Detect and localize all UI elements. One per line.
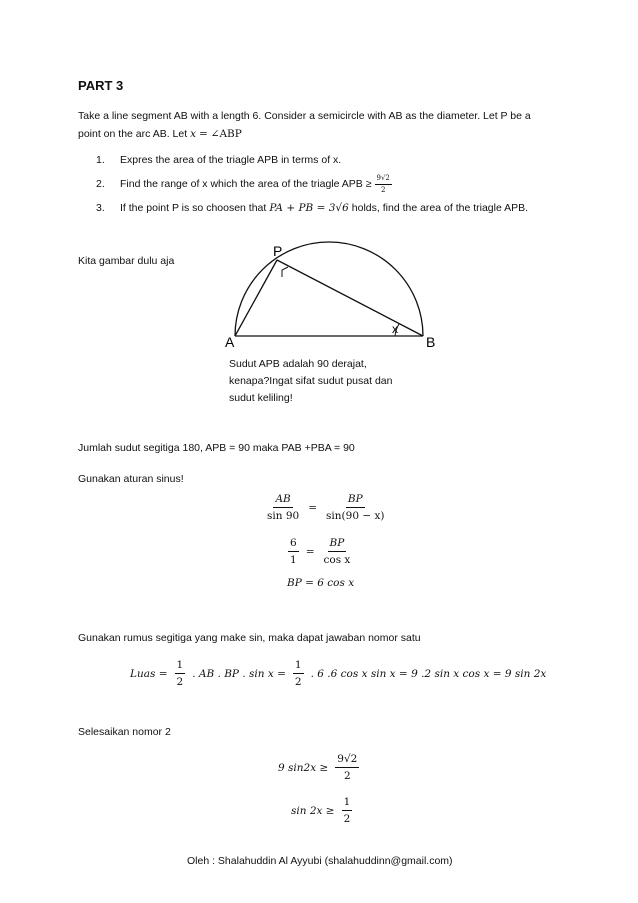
task-item <box>96 196 528 220</box>
fraction-numerator: 9√2 <box>335 752 359 768</box>
note-line: Sudut APB adalah 90 derajat, <box>229 358 367 370</box>
fraction-denominator: 2 <box>380 185 386 194</box>
footer-credit: Oleh : Shalahuddin Al Ayyubi (shalahuddinn@gmail.com) <box>187 855 453 867</box>
task-list <box>96 148 528 220</box>
fraction-numerator: 1 <box>342 795 353 811</box>
task-item <box>96 148 528 172</box>
right-angle-mark <box>282 267 288 277</box>
inequality-1 <box>278 752 362 783</box>
task-text: holds, find the area of the triagle APB. <box>351 202 529 214</box>
intro-text: point on the arc AB. Let <box>78 128 188 140</box>
area-formula-part: . 6 .6 cos x sin x = 9 .2 sin x cos x = 9 sin 2x <box>310 667 547 680</box>
fraction-denominator: 2 <box>343 770 351 782</box>
fraction-denominator: cos x <box>323 554 351 566</box>
intro-var-x: x <box>190 128 197 140</box>
area-formula <box>130 658 546 689</box>
half-fraction <box>175 658 186 689</box>
semicircle-diagram <box>225 240 445 350</box>
inequality-lhs: 9 sin2x ≥ <box>278 761 329 774</box>
fraction-numerator: BP <box>346 492 365 508</box>
eq1-right-fraction <box>324 492 386 523</box>
label-p: P <box>273 243 283 259</box>
intro-line-1: Take a line segment AB with a length 6. Consider a semicircle with AB as the diameter. Let P be a <box>78 110 531 122</box>
sum-angles-text: Jumlah sudut segitiga 180, APB = 90 maka PAB +PBA = 90 <box>78 442 355 454</box>
fraction-numerator: 6 <box>288 536 299 552</box>
eq2-right-fraction <box>322 536 353 567</box>
note-line: sudut keliling! <box>229 392 293 404</box>
fraction-numerator: 1 <box>175 658 186 674</box>
eq2-left-fraction <box>288 536 299 567</box>
label-x: x <box>392 322 398 336</box>
fraction-denominator: sin 90 <box>267 510 300 522</box>
task-number: 1. <box>96 154 105 166</box>
label-a: A <box>225 334 235 350</box>
intro-line-2 <box>78 127 242 141</box>
task-fraction <box>375 174 392 195</box>
fraction-denominator: sin(90 − x) <box>326 510 385 522</box>
fraction-numerator: BP <box>328 536 347 552</box>
sine-rule-text: Gunakan aturan sinus! <box>78 473 184 485</box>
segment-pb <box>277 260 423 336</box>
note-line: kenapa?Ingat sifat sudut pusat dan <box>229 375 393 387</box>
task-number: 2. <box>96 178 105 190</box>
fraction-denominator: 1 <box>290 554 297 566</box>
inequality-2 <box>291 795 355 826</box>
fraction-numerator: 9√2 <box>375 174 392 185</box>
area-rule-text: Gunakan rumus segitiga yang make sin, maka dapat jawaban nomor satu <box>78 632 421 644</box>
fraction-denominator: 2 <box>343 813 351 825</box>
task-item <box>96 172 528 196</box>
label-b: B <box>426 334 436 350</box>
diagram-intro: Kita gambar dulu aja <box>78 255 175 267</box>
eq1-left-fraction <box>265 492 301 523</box>
task-number: 3. <box>96 202 105 214</box>
segment-ap <box>235 260 277 336</box>
half-fraction <box>293 658 304 689</box>
inequality-fraction <box>342 795 353 826</box>
part-title: PART 3 <box>78 78 124 93</box>
area-label: Luas = <box>130 667 168 680</box>
intro-angle: ∠ABP <box>210 128 242 140</box>
fraction-numerator: AB <box>273 492 292 508</box>
fraction-denominator: 2 <box>176 676 184 688</box>
equation-2: $\frac{6}{1}$ = $\frac{BP}{\text{cos x}}$ <box>290 537 351 566</box>
area-formula-part: . AB . BP . sin x = <box>192 667 286 680</box>
equation-1: $\frac{AB}{\sin 90}$ = $\frac{BP}{\sin(90 - x)}$ <box>267 493 385 522</box>
task-math: PA + PB = 3√6 <box>269 202 349 214</box>
task-text: Expres the area of the triagle APB in terms of x. <box>120 154 342 166</box>
equation-3: BP = 6 cos x <box>287 577 355 589</box>
task-text: Find the range of x which the area of the triagle APB ≥ <box>120 178 372 190</box>
intro-eq: = <box>198 128 208 140</box>
inequality-lhs: sin 2x ≥ <box>291 804 335 817</box>
diagram-note <box>229 356 392 407</box>
solve-2-text: Selesaikan nomor 2 <box>78 726 171 738</box>
inequality-fraction <box>335 752 359 783</box>
task-text: If the point P is so choosen that <box>120 202 267 214</box>
fraction-numerator: 1 <box>293 658 304 674</box>
fraction-denominator: 2 <box>294 676 302 688</box>
